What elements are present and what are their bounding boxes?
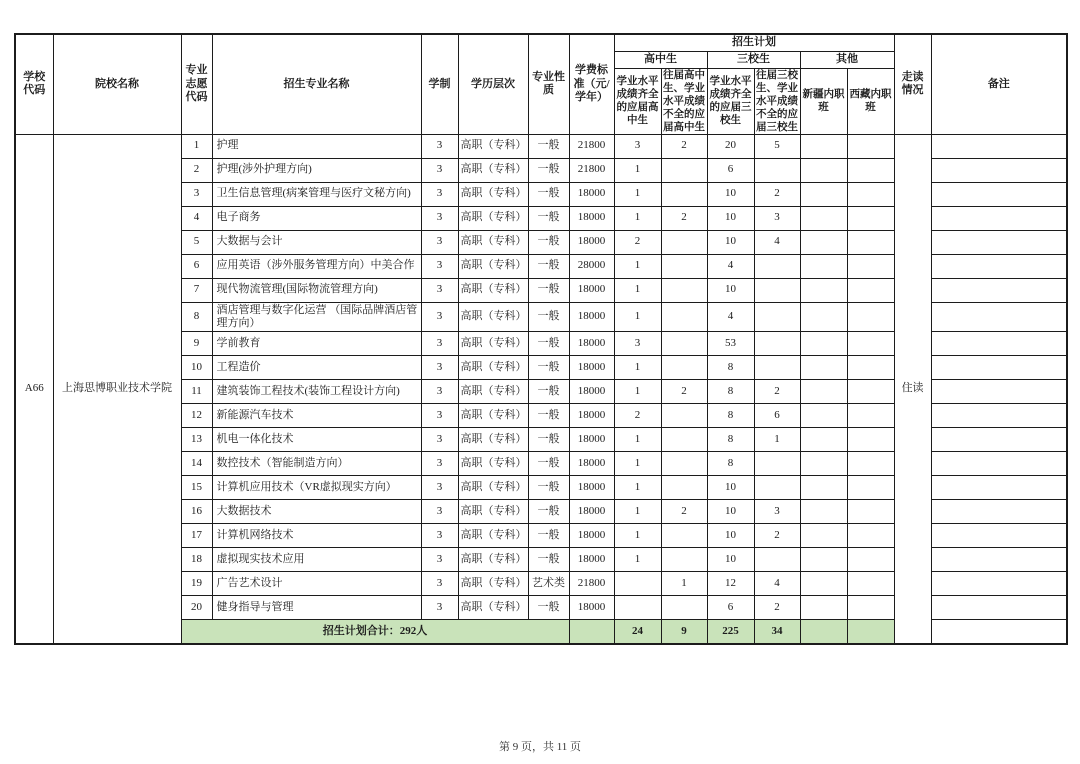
plan-3x-full-cell: 8 [707, 404, 754, 428]
plan-hs-full-cell: 1 [614, 302, 661, 332]
plan-hs-partial-cell [661, 476, 707, 500]
plan-xinjiang-cell [800, 332, 847, 356]
plan-3x-full-cell: 10 [707, 548, 754, 572]
plan-3x-full-cell: 10 [707, 206, 754, 230]
plan-xizang-cell [847, 380, 894, 404]
header-duration: 学制 [421, 34, 458, 134]
plan-hs-full-cell [614, 572, 661, 596]
plan-hs-partial-cell [661, 182, 707, 206]
plan-xizang-cell [847, 596, 894, 620]
table-row [15, 134, 1067, 158]
plan-3x-partial-cell: 2 [754, 182, 800, 206]
major-name-cell: 卫生信息管理(病案管理与医疗文秘方向) [212, 182, 421, 206]
duration-cell: 3 [421, 380, 458, 404]
major-name-cell: 广告艺术设计 [212, 572, 421, 596]
level-cell: 高职（专科） [458, 302, 528, 332]
plan-xinjiang-cell [800, 596, 847, 620]
remark-cell [931, 206, 1067, 230]
duration-cell: 3 [421, 404, 458, 428]
major-name-cell: 工程造价 [212, 356, 421, 380]
remark-cell [931, 596, 1067, 620]
plan-xinjiang-cell [800, 230, 847, 254]
plan-hs-full-cell: 1 [614, 254, 661, 278]
plan-hs-partial-cell [661, 524, 707, 548]
major-no-cell: 4 [181, 206, 212, 230]
plan-hs-full-cell: 1 [614, 476, 661, 500]
plan-xizang-cell [847, 230, 894, 254]
plan-3x-full-cell: 10 [707, 278, 754, 302]
plan-xinjiang-cell [800, 182, 847, 206]
tuition-cell: 21800 [569, 158, 614, 182]
plan-xinjiang-cell [800, 278, 847, 302]
level-cell: 高职（专科） [458, 404, 528, 428]
plan-3x-partial-cell: 5 [754, 134, 800, 158]
duration-cell: 3 [421, 596, 458, 620]
tuition-cell: 18000 [569, 500, 614, 524]
header-plan-xinjiang: 新疆内职班 [800, 68, 847, 134]
plan-3x-partial-cell: 6 [754, 404, 800, 428]
duration-cell: 3 [421, 206, 458, 230]
major-name-cell: 健身指导与管理 [212, 596, 421, 620]
major-no-cell: 13 [181, 428, 212, 452]
plan-hs-full-cell: 3 [614, 134, 661, 158]
level-cell: 高职（专科） [458, 452, 528, 476]
duration-cell: 3 [421, 476, 458, 500]
remark-cell [931, 380, 1067, 404]
plan-3x-full-cell: 8 [707, 356, 754, 380]
remark-cell [931, 254, 1067, 278]
admission-plan-table [14, 33, 1068, 645]
plan-3x-partial-cell [754, 452, 800, 476]
total-value-cell: 34 [754, 620, 800, 644]
major-name-cell: 大数据与会计 [212, 230, 421, 254]
duration-cell: 3 [421, 332, 458, 356]
duration-cell: 3 [421, 182, 458, 206]
nature-cell: 一般 [528, 206, 569, 230]
nature-cell: 一般 [528, 380, 569, 404]
plan-hs-partial-cell [661, 158, 707, 182]
major-name-cell: 护理 [212, 134, 421, 158]
nature-cell: 一般 [528, 230, 569, 254]
remark-cell [931, 356, 1067, 380]
plan-3x-partial-cell [754, 332, 800, 356]
tuition-cell: 18000 [569, 230, 614, 254]
nature-cell: 一般 [528, 134, 569, 158]
plan-hs-partial-cell [661, 404, 707, 428]
major-name-cell: 机电一体化技术 [212, 428, 421, 452]
plan-3x-partial-cell [754, 254, 800, 278]
major-no-cell: 6 [181, 254, 212, 278]
plan-hs-full-cell: 2 [614, 230, 661, 254]
major-name-cell: 学前教育 [212, 332, 421, 356]
plan-3x-partial-cell: 4 [754, 230, 800, 254]
plan-3x-full-cell: 10 [707, 476, 754, 500]
plan-3x-partial-cell: 3 [754, 206, 800, 230]
plan-3x-partial-cell: 2 [754, 524, 800, 548]
tuition-cell: 21800 [569, 134, 614, 158]
plan-xinjiang-cell [800, 158, 847, 182]
major-no-cell: 11 [181, 380, 212, 404]
nature-cell: 一般 [528, 548, 569, 572]
header-school-name: 院校名称 [53, 34, 181, 134]
plan-xinjiang-cell [800, 134, 847, 158]
major-name-cell: 数控技术（智能制造方向） [212, 452, 421, 476]
plan-hs-full-cell: 2 [614, 404, 661, 428]
remark-cell [931, 404, 1067, 428]
duration-cell: 3 [421, 158, 458, 182]
nature-cell: 一般 [528, 182, 569, 206]
plan-hs-partial-cell [661, 356, 707, 380]
remark-cell [931, 500, 1067, 524]
plan-3x-partial-cell: 4 [754, 572, 800, 596]
page-number-footer: 第 9 页，共 11 页 [498, 741, 582, 753]
header-school-code: 学校代码 [15, 34, 53, 134]
nature-cell: 一般 [528, 404, 569, 428]
nature-cell: 一般 [528, 254, 569, 278]
header-level: 学历层次 [458, 34, 528, 134]
header-plan-hs-partial: 往届高中生、学业水平成绩不全的应届高中生 [663, 69, 705, 133]
plan-hs-partial-cell: 2 [661, 380, 707, 404]
tuition-cell: 18000 [569, 428, 614, 452]
nature-cell: 一般 [528, 596, 569, 620]
duration-cell: 3 [421, 428, 458, 452]
plan-xizang-cell [847, 254, 894, 278]
level-cell: 高职（专科） [458, 206, 528, 230]
duration-cell: 3 [421, 230, 458, 254]
total-value-cell [847, 620, 894, 644]
plan-3x-partial-cell [754, 476, 800, 500]
remark-cell [931, 158, 1067, 182]
level-cell: 高职（专科） [458, 500, 528, 524]
plan-xinjiang-cell [800, 404, 847, 428]
major-no-cell: 2 [181, 158, 212, 182]
plan-3x-partial-cell [754, 158, 800, 182]
major-name-cell: 新能源汽车技术 [212, 404, 421, 428]
plan-hs-partial-cell: 2 [661, 500, 707, 524]
plan-hs-partial-cell [661, 428, 707, 452]
plan-xizang-cell [847, 158, 894, 182]
plan-3x-full-cell: 12 [707, 572, 754, 596]
plan-3x-full-cell: 10 [707, 524, 754, 548]
plan-hs-partial-cell [661, 230, 707, 254]
plan-3x-full-cell: 6 [707, 596, 754, 620]
tuition-cell: 18000 [569, 380, 614, 404]
level-cell: 高职（专科） [458, 548, 528, 572]
table-header [15, 34, 1067, 134]
total-value-cell [800, 620, 847, 644]
plan-xizang-cell [847, 332, 894, 356]
plan-3x-full-cell: 8 [707, 380, 754, 404]
remark-cell [931, 302, 1067, 332]
table-body [15, 134, 1067, 644]
plan-xinjiang-cell [800, 452, 847, 476]
plan-hs-partial-cell: 2 [661, 134, 707, 158]
school-name-cell: 上海思博职业技术学院 [53, 134, 181, 644]
plan-hs-full-cell: 1 [614, 524, 661, 548]
plan-hs-full-cell: 1 [614, 452, 661, 476]
header-nature: 专业性质 [528, 34, 569, 134]
plan-xizang-cell [847, 428, 894, 452]
header-major-code: 专业志愿代码 [181, 34, 212, 134]
plan-hs-full-cell: 1 [614, 206, 661, 230]
plan-xinjiang-cell [800, 524, 847, 548]
plan-3x-full-cell: 6 [707, 158, 754, 182]
major-name-cell: 护理(涉外护理方向) [212, 158, 421, 182]
plan-3x-full-cell: 8 [707, 452, 754, 476]
duration-cell: 3 [421, 572, 458, 596]
plan-hs-partial-cell [661, 452, 707, 476]
header-plan-group-highschool: 高中生 [614, 51, 707, 68]
remark-cell [931, 332, 1067, 356]
major-no-cell: 14 [181, 452, 212, 476]
plan-hs-full-cell: 1 [614, 548, 661, 572]
plan-xizang-cell [847, 134, 894, 158]
major-no-cell: 15 [181, 476, 212, 500]
plan-hs-full-cell: 1 [614, 500, 661, 524]
level-cell: 高职（专科） [458, 254, 528, 278]
plan-3x-full-cell: 4 [707, 302, 754, 332]
plan-hs-partial-cell [661, 548, 707, 572]
level-cell: 高职（专科） [458, 134, 528, 158]
nature-cell: 艺术类 [528, 572, 569, 596]
tuition-cell: 18000 [569, 524, 614, 548]
major-no-cell: 16 [181, 500, 212, 524]
tuition-cell: 18000 [569, 356, 614, 380]
header-plan-3x-partial: 往届三校生、学业水平成绩不全的应届三校生 [756, 69, 798, 133]
total-label-cell: 招生计划合计：292人 [181, 620, 569, 644]
remark-cell [931, 572, 1067, 596]
remark-cell [931, 182, 1067, 206]
duration-cell: 3 [421, 524, 458, 548]
major-name-cell: 电子商务 [212, 206, 421, 230]
plan-xizang-cell [847, 182, 894, 206]
major-no-cell: 18 [181, 548, 212, 572]
major-no-cell: 17 [181, 524, 212, 548]
level-cell: 高职（专科） [458, 182, 528, 206]
plan-hs-full-cell: 1 [614, 356, 661, 380]
level-cell: 高职（专科） [458, 278, 528, 302]
remark-cell [931, 134, 1067, 158]
plan-xizang-cell [847, 404, 894, 428]
tuition-cell: 18000 [569, 206, 614, 230]
nature-cell: 一般 [528, 524, 569, 548]
nature-cell: 一般 [528, 500, 569, 524]
tuition-cell: 18000 [569, 332, 614, 356]
plan-3x-partial-cell: 1 [754, 428, 800, 452]
plan-xizang-cell [847, 572, 894, 596]
plan-xizang-cell [847, 356, 894, 380]
major-name-cell: 酒店管理与数字化运营 （国际品牌酒店管理方向） [212, 302, 421, 332]
plan-3x-full-cell: 53 [707, 332, 754, 356]
level-cell: 高职（专科） [458, 428, 528, 452]
total-value-cell: 24 [614, 620, 661, 644]
nature-cell: 一般 [528, 302, 569, 332]
plan-hs-full-cell: 1 [614, 158, 661, 182]
remark-cell [931, 278, 1067, 302]
school-code-cell: A66 [15, 134, 53, 644]
plan-hs-partial-cell [661, 278, 707, 302]
plan-hs-partial-cell: 1 [661, 572, 707, 596]
total-tuition-cell [569, 620, 614, 644]
nature-cell: 一般 [528, 428, 569, 452]
remark-cell [931, 452, 1067, 476]
header-remarks: 备注 [931, 34, 1067, 134]
major-no-cell: 19 [181, 572, 212, 596]
tuition-cell: 18000 [569, 452, 614, 476]
plan-xinjiang-cell [800, 548, 847, 572]
plan-hs-full-cell: 3 [614, 332, 661, 356]
nature-cell: 一般 [528, 158, 569, 182]
major-no-cell: 8 [181, 302, 212, 332]
total-value-cell: 9 [661, 620, 707, 644]
header-plan-3x-full: 学业水平成绩齐全的应届三校生 [707, 68, 754, 134]
nature-cell: 一般 [528, 452, 569, 476]
commute-cell: 住读 [894, 134, 931, 644]
plan-xizang-cell [847, 500, 894, 524]
remark-cell [931, 230, 1067, 254]
major-no-cell: 5 [181, 230, 212, 254]
tuition-cell: 18000 [569, 302, 614, 332]
plan-3x-full-cell: 10 [707, 230, 754, 254]
plan-3x-full-cell: 8 [707, 428, 754, 452]
header-plan-group-sanxiao: 三校生 [707, 51, 800, 68]
plan-hs-partial-cell [661, 596, 707, 620]
plan-hs-full-cell: 1 [614, 380, 661, 404]
major-no-cell: 9 [181, 332, 212, 356]
tuition-cell: 18000 [569, 596, 614, 620]
plan-xinjiang-cell [800, 206, 847, 230]
plan-hs-partial-cell: 2 [661, 206, 707, 230]
tuition-cell: 18000 [569, 278, 614, 302]
duration-cell: 3 [421, 548, 458, 572]
nature-cell: 一般 [528, 476, 569, 500]
tuition-cell: 21800 [569, 572, 614, 596]
plan-xinjiang-cell [800, 428, 847, 452]
total-value-cell: 225 [707, 620, 754, 644]
nature-cell: 一般 [528, 278, 569, 302]
major-name-cell: 大数据技术 [212, 500, 421, 524]
tuition-cell: 28000 [569, 254, 614, 278]
major-no-cell: 1 [181, 134, 212, 158]
major-no-cell: 12 [181, 404, 212, 428]
major-no-cell: 20 [181, 596, 212, 620]
level-cell: 高职（专科） [458, 572, 528, 596]
plan-3x-partial-cell [754, 356, 800, 380]
plan-3x-full-cell: 10 [707, 182, 754, 206]
plan-3x-partial-cell: 2 [754, 596, 800, 620]
plan-xizang-cell [847, 524, 894, 548]
nature-cell: 一般 [528, 356, 569, 380]
plan-3x-partial-cell: 3 [754, 500, 800, 524]
header-plan-hs-full: 学业水平成绩齐全的应届高中生 [614, 68, 661, 134]
plan-xinjiang-cell [800, 254, 847, 278]
duration-cell: 3 [421, 278, 458, 302]
plan-xinjiang-cell [800, 356, 847, 380]
plan-3x-full-cell: 4 [707, 254, 754, 278]
remark-cell [931, 428, 1067, 452]
plan-xizang-cell [847, 302, 894, 332]
header-plan-xizang: 西藏内职班 [847, 68, 894, 134]
plan-xinjiang-cell [800, 572, 847, 596]
duration-cell: 3 [421, 134, 458, 158]
plan-3x-full-cell: 20 [707, 134, 754, 158]
tuition-cell: 18000 [569, 182, 614, 206]
remark-cell [931, 524, 1067, 548]
plan-3x-partial-cell [754, 548, 800, 572]
major-name-cell: 计算机应用技术（VR虚拟现实方向） [212, 476, 421, 500]
remark-cell [931, 476, 1067, 500]
level-cell: 高职（专科） [458, 230, 528, 254]
major-name-cell: 建筑装饰工程技术(装饰工程设计方向) [212, 380, 421, 404]
plan-xizang-cell [847, 476, 894, 500]
duration-cell: 3 [421, 500, 458, 524]
header-plan-group-other: 其他 [800, 51, 894, 68]
plan-hs-partial-cell [661, 254, 707, 278]
header-major-name: 招生专业名称 [212, 34, 421, 134]
header-commute: 走读情况 [894, 34, 931, 134]
plan-xinjiang-cell [800, 476, 847, 500]
level-cell: 高职（专科） [458, 356, 528, 380]
duration-cell: 3 [421, 254, 458, 278]
remark-cell [931, 620, 1067, 644]
plan-hs-partial-cell [661, 302, 707, 332]
duration-cell: 3 [421, 356, 458, 380]
plan-hs-partial-cell [661, 332, 707, 356]
plan-hs-full-cell [614, 596, 661, 620]
plan-xinjiang-cell [800, 302, 847, 332]
remark-cell [931, 548, 1067, 572]
header-plan: 招生计划 [614, 34, 894, 51]
major-no-cell: 3 [181, 182, 212, 206]
tuition-cell: 18000 [569, 404, 614, 428]
level-cell: 高职（专科） [458, 380, 528, 404]
plan-3x-partial-cell [754, 302, 800, 332]
major-name-cell: 虚拟现实技术应用 [212, 548, 421, 572]
major-no-cell: 7 [181, 278, 212, 302]
major-name-cell: 现代物流管理(国际物流管理方向) [212, 278, 421, 302]
level-cell: 高职（专科） [458, 332, 528, 356]
plan-xizang-cell [847, 278, 894, 302]
level-cell: 高职（专科） [458, 524, 528, 548]
plan-3x-partial-cell: 2 [754, 380, 800, 404]
plan-3x-full-cell: 10 [707, 500, 754, 524]
level-cell: 高职（专科） [458, 158, 528, 182]
tuition-cell: 18000 [569, 476, 614, 500]
duration-cell: 3 [421, 302, 458, 332]
major-name-cell: 计算机网络技术 [212, 524, 421, 548]
plan-xizang-cell [847, 548, 894, 572]
plan-hs-full-cell: 1 [614, 428, 661, 452]
plan-3x-partial-cell [754, 278, 800, 302]
duration-cell: 3 [421, 452, 458, 476]
plan-hs-full-cell: 1 [614, 278, 661, 302]
major-name-cell: 应用英语（涉外服务管理方向）中美合作 [212, 254, 421, 278]
level-cell: 高职（专科） [458, 476, 528, 500]
plan-xinjiang-cell [800, 500, 847, 524]
plan-hs-full-cell: 1 [614, 182, 661, 206]
header-tuition: 学费标准（元/学年） [569, 34, 614, 134]
major-no-cell: 10 [181, 356, 212, 380]
plan-xizang-cell [847, 206, 894, 230]
tuition-cell: 18000 [569, 548, 614, 572]
plan-xinjiang-cell [800, 380, 847, 404]
plan-xizang-cell [847, 452, 894, 476]
level-cell: 高职（专科） [458, 596, 528, 620]
nature-cell: 一般 [528, 332, 569, 356]
